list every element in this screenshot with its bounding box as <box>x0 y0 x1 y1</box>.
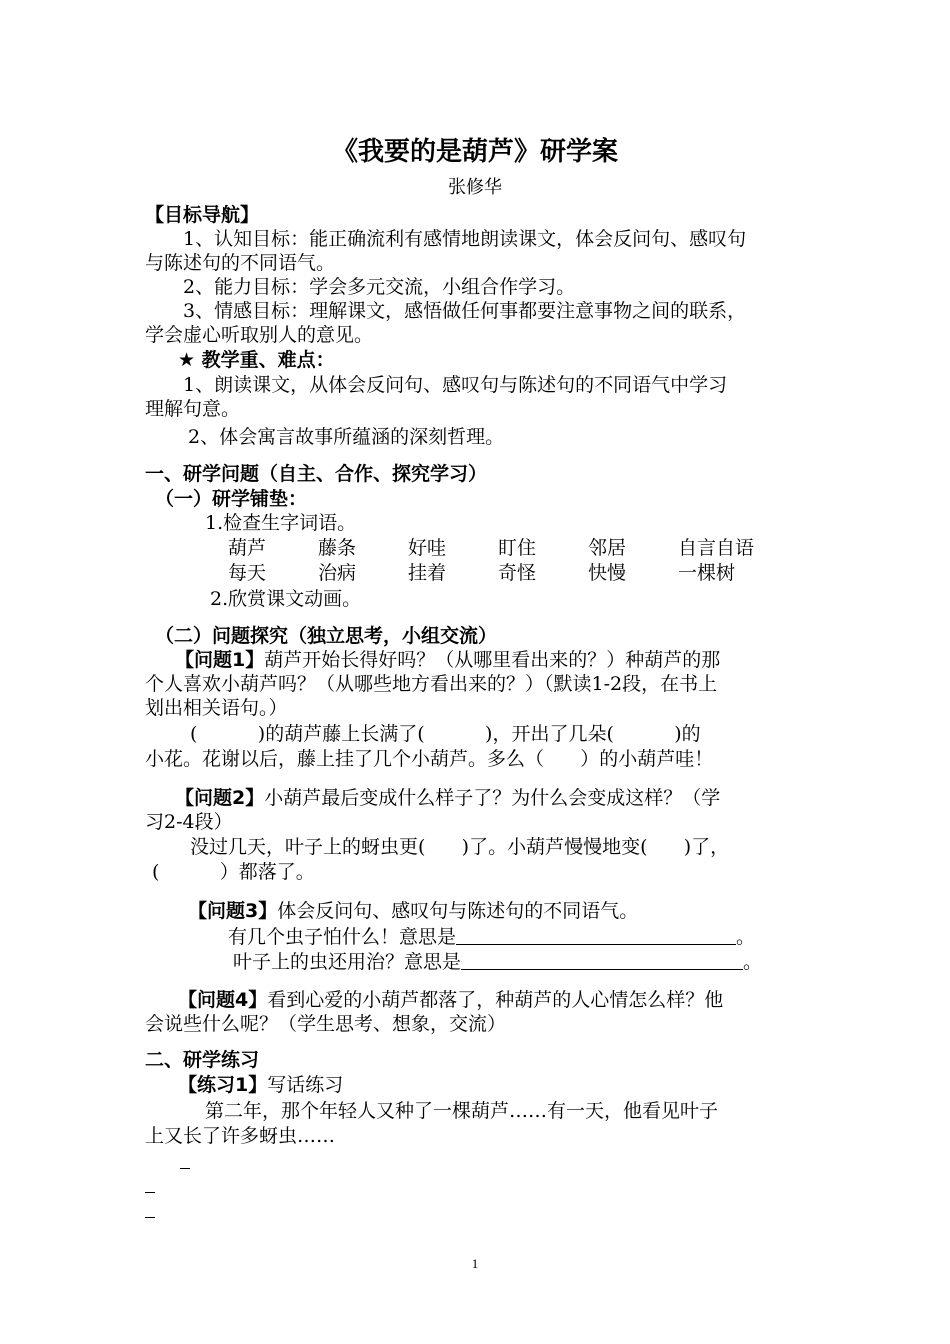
answer-blank[interactable] <box>456 926 736 945</box>
author: 张修华 <box>448 177 502 198</box>
subsection-2-heading: （二）问题探究（独立思考，小组交流） <box>155 625 498 647</box>
word: 藤条 <box>318 537 357 559</box>
question-1-line-3: 划出相关语句。） <box>145 697 288 719</box>
question-3-text: 体会反问句、感叹句与陈述句的不同语气。 <box>277 900 639 922</box>
section-2-heading: 二、研学练习 <box>145 1049 260 1071</box>
item-check-words: 1.检查生字词语。 <box>205 512 357 534</box>
word: 奇怪 <box>498 562 537 584</box>
page-number: 1 <box>471 1256 479 1271</box>
word-row-2 <box>228 561 788 585</box>
question-1-text: 葫芦开始长得好吗？（从哪里看出来的？）种葫芦的那 <box>264 649 721 671</box>
question-3-label: 【问题3】 <box>188 900 278 922</box>
word: 葫芦 <box>228 537 267 559</box>
question-2-line-1 <box>175 786 720 810</box>
key-points-heading: ★ 教学重、难点： <box>178 349 335 371</box>
subsection-1-heading: （一）研学铺垫： <box>155 488 308 510</box>
answer-blank[interactable] <box>461 951 743 970</box>
word: 一棵树 <box>678 562 736 584</box>
period: 。 <box>743 951 763 973</box>
word: 挂着 <box>408 562 447 584</box>
word: 盯住 <box>498 537 537 559</box>
key-point-1-line-2: 理解句意。 <box>145 398 241 420</box>
question-3-sentence-2 <box>233 950 762 974</box>
exercise-1-text: 写话练习 <box>267 1074 344 1096</box>
question-2-fill-line-2: ( ）都落了。 <box>152 861 315 883</box>
question-3-sentence-1 <box>228 925 755 949</box>
goals-heading: 【目标导航】 <box>145 204 260 226</box>
question-2-text: 小葫芦最后变成什么样子了？为什么会变成这样？（学 <box>264 787 721 809</box>
question-1-label: 【问题1】 <box>175 649 265 671</box>
question-4-text: 看到心爱的小葫芦都落了，种葫芦的人心情怎么样？他 <box>267 989 724 1011</box>
question-2-line-2: 习2-4段） <box>145 811 233 833</box>
goal-1-line-1: 1、认知目标：能正确流利有感情地朗读课文，体会反问句、感叹句 <box>183 228 747 250</box>
exercise-1-label: 【练习1】 <box>178 1074 268 1096</box>
question-4-line-2: 会说些什么呢？（学生思考、想象，交流） <box>145 1013 507 1035</box>
question-1-line-2: 个人喜欢小葫芦吗？（从哪些地方看出来的？）（默读1-2段，在书上 <box>145 673 718 695</box>
word: 每天 <box>228 562 267 584</box>
key-point-1-line-1: 1、朗读课文，从体会反问句、感叹句与陈述句的不同语气中学习 <box>183 374 728 396</box>
word: 好哇 <box>408 537 447 559</box>
question-1-fill-line-2: 小花。花谢以后，藤上挂了几个小葫芦。多么（ ）的小葫芦哇！ <box>145 748 714 770</box>
goal-1-line-2: 与陈述句的不同语气。 <box>145 252 336 274</box>
question-2-label: 【问题2】 <box>175 787 265 809</box>
sentence-text: 叶子上的虫还用治？意思是 <box>233 951 462 973</box>
writing-line[interactable] <box>180 1168 190 1169</box>
word-row-1 <box>228 536 788 560</box>
goal-3-line-2: 学会虚心听取别人的意见。 <box>145 324 374 346</box>
exercise-1-line-1: 第二年，那个年轻人又种了一棵葫芦……有一天，他看见叶子 <box>205 1100 719 1122</box>
word: 自言自语 <box>678 537 755 559</box>
word: 快慢 <box>588 562 627 584</box>
sentence-text: 有几个虫子怕什么！意思是 <box>228 926 457 948</box>
key-point-2: 2、体会寓言故事所蕴涵的深刻哲理。 <box>188 426 505 448</box>
writing-line[interactable] <box>145 1217 155 1218</box>
period: 。 <box>736 926 756 948</box>
item-watch-animation: 2.欣赏课文动画。 <box>210 588 362 610</box>
question-4-label: 【问题4】 <box>178 989 268 1011</box>
page-title: 《我要的是葫芦》研学案 <box>331 137 618 167</box>
exercise-1-line <box>178 1073 343 1097</box>
goal-3-line-1: 3、情感目标：理解课文，感悟做任何事都要注意事物之间的联系， <box>183 300 747 322</box>
question-1-line-1 <box>175 648 720 672</box>
question-2-fill-line-1: 没过几天，叶子上的蚜虫更( )了。小葫芦慢慢地变( )了， <box>190 836 730 858</box>
question-1-fill-line-1: ( )的葫芦藤上长满了( )，开出了几朵( )的 <box>190 723 701 745</box>
goal-2: 2、能力目标：学会多元交流，小组合作学习。 <box>183 276 576 298</box>
question-3-line <box>188 899 638 923</box>
exercise-1-line-2: 上又长了许多蚜虫…… <box>145 1125 336 1147</box>
question-4-line-1 <box>178 988 723 1012</box>
section-1-heading: 一、研学问题（自主、合作、探究学习） <box>145 463 488 485</box>
word: 邻居 <box>588 537 627 559</box>
writing-line[interactable] <box>145 1192 155 1193</box>
word: 治病 <box>318 562 357 584</box>
